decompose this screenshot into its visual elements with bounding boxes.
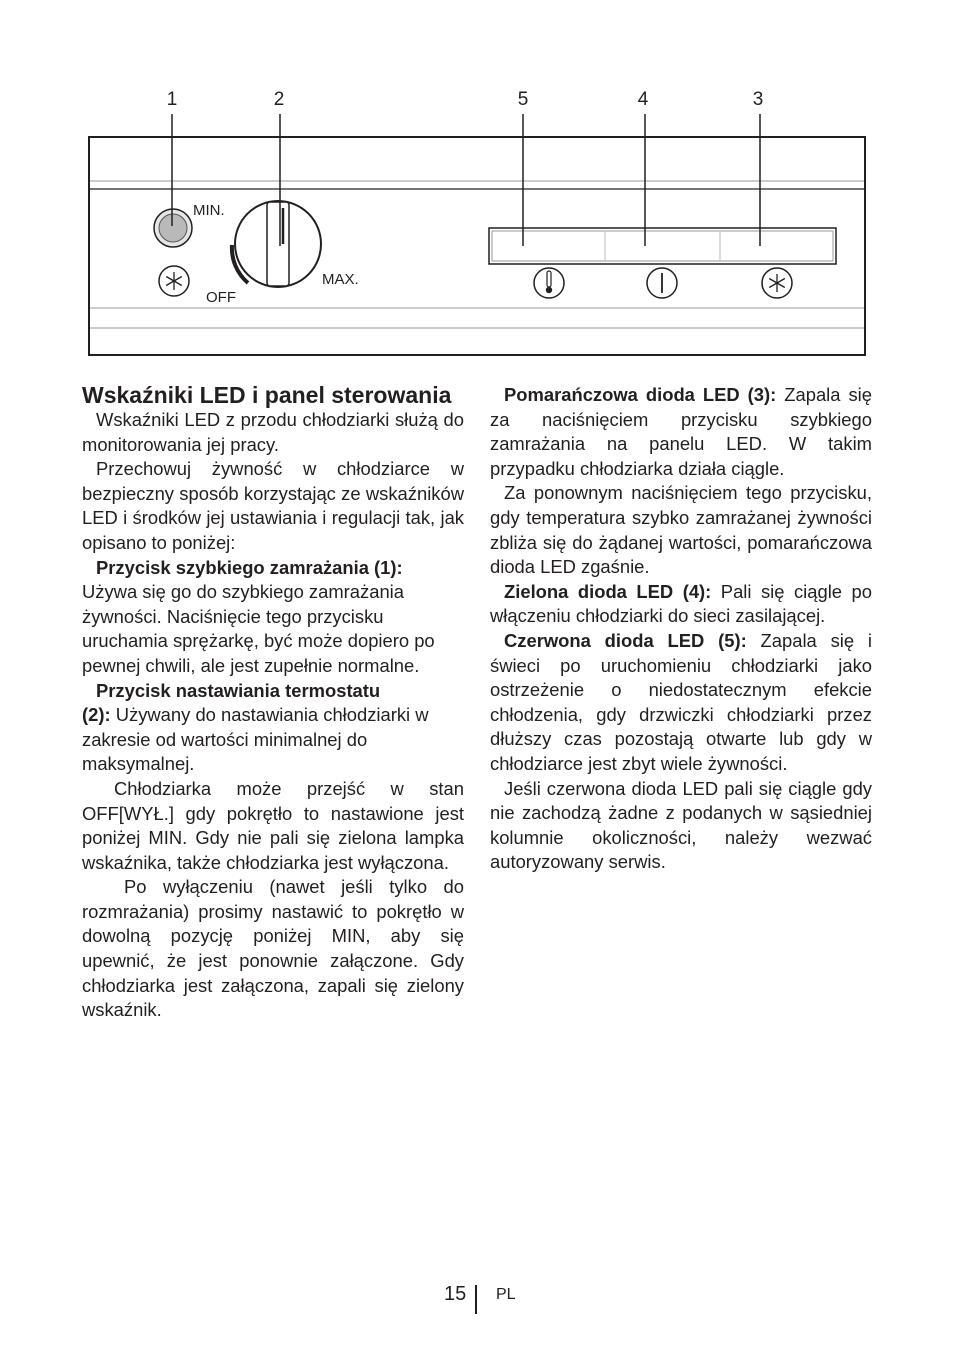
paragraph: Wskaźniki LED z przodu chłodziarki służą do monitorowania jej pracy. [82,409,464,455]
paragraph: Chłodziarka może przejść w stan OFF[WYŁ.] gdy pokrętło to nastawione jest poniżej MIN. Gdy nie pali się zielona lampka wskaźnika, także chłodziarka jest wyłączona. [82,777,464,873]
paragraph: Za ponownym naciśnięciem tego przycisku, gdy temperatura szybko zamrażanej żywności zbliża się do żądanej wartości, pomarańczowa dioda LED zgaśnie. [490,482,872,578]
callout-2: 2 [273,89,285,110]
off-label: OFF [206,289,236,306]
callout-5: 5 [517,89,529,110]
fast-freeze-button [154,209,192,247]
paragraph: Po wyłączeniu (nawet jeśli tylko do rozmrażania) prosimy nastawić to pokrętło w dowolną pozycję poniżej MIN, aby się upewnić, że jest ponownie załączone. Gdy chłodziarka jest załączona, zapali się zielony wskaźnik. [82,876,464,1021]
footer-divider [475,1285,477,1314]
paragraph: Pomarańczowa dioda LED (3): Zapala się za naciśnięciem przycisku szybkiego zamrażania na panelu LED. W takim przypadku chłodziarka działa ciągle. [490,384,872,479]
max-label: MAX. [322,271,359,288]
term-green-led: Zielona dioda LED (4): [504,580,712,602]
callout-4: 4 [637,89,649,110]
control-panel-diagram [0,0,954,370]
paragraph: Przycisk szybkiego zamrażania (1): Używa się go do szybkiego zamrażania żywności. Naciśnięcie tego przycisku uruchamia sprężarkę, być może dopiero po pewnej chwili, ale jest zupełnie normalne. [82,556,435,676]
term-red-led: Czerwona dioda LED (5): [504,629,747,651]
term-thermostat-button: Przycisk nastawiania termostatu [96,679,381,701]
paragraph: Czerwona dioda LED (5): Zapala się i świeci po uruchomieniu chłodziarki jako ostrzeżenie o niedostatecznym efekcie chłodzenia, gdy drzwiczki chłodziarki przez dłuższy czas pozostają otwarte lub gdy w chłodziarce jest zbyt wiele żywności. [490,629,872,774]
page-footer [0,1282,954,1316]
right-column [490,383,872,875]
paragraph: Przechowuj żywność w chłodziarce w bezpieczny sposób korzystając ze wskaźników LED i środków jej ustawiania i regulacji tak, jak opisano to poniżej: [82,458,464,553]
term-orange-led: Pomarańczowa dioda LED (3): [504,384,777,405]
min-label: MIN. [193,202,225,219]
led-display [489,228,836,264]
language-code: PL [496,1286,516,1303]
paragraph: Jeśli czerwona dioda LED pali się ciągle gdy nie zachodzą żadne z podanych w sąsiedniej kolumnie okoliczności, należy wezwać autoryzowany serwis. [490,777,872,873]
section-heading: Wskaźniki LED i panel sterowania [82,382,452,408]
paragraph: Przycisk nastawiania termostatu (2): Używany do nastawiania chłodziarki w zakresie od wartości minimalnej do maksymalnej. [82,679,429,775]
left-column [82,383,464,1023]
page-number: 15 [444,1283,467,1305]
term-fast-freeze-button: Przycisk szybkiego zamrażania (1): [96,556,403,578]
callout-1: 1 [166,89,178,110]
paragraph: Zielona dioda LED (4): Pali się ciągle po włączeniu chłodziarki do sieci zasilającej. [490,580,872,627]
callout-3: 3 [752,89,764,110]
